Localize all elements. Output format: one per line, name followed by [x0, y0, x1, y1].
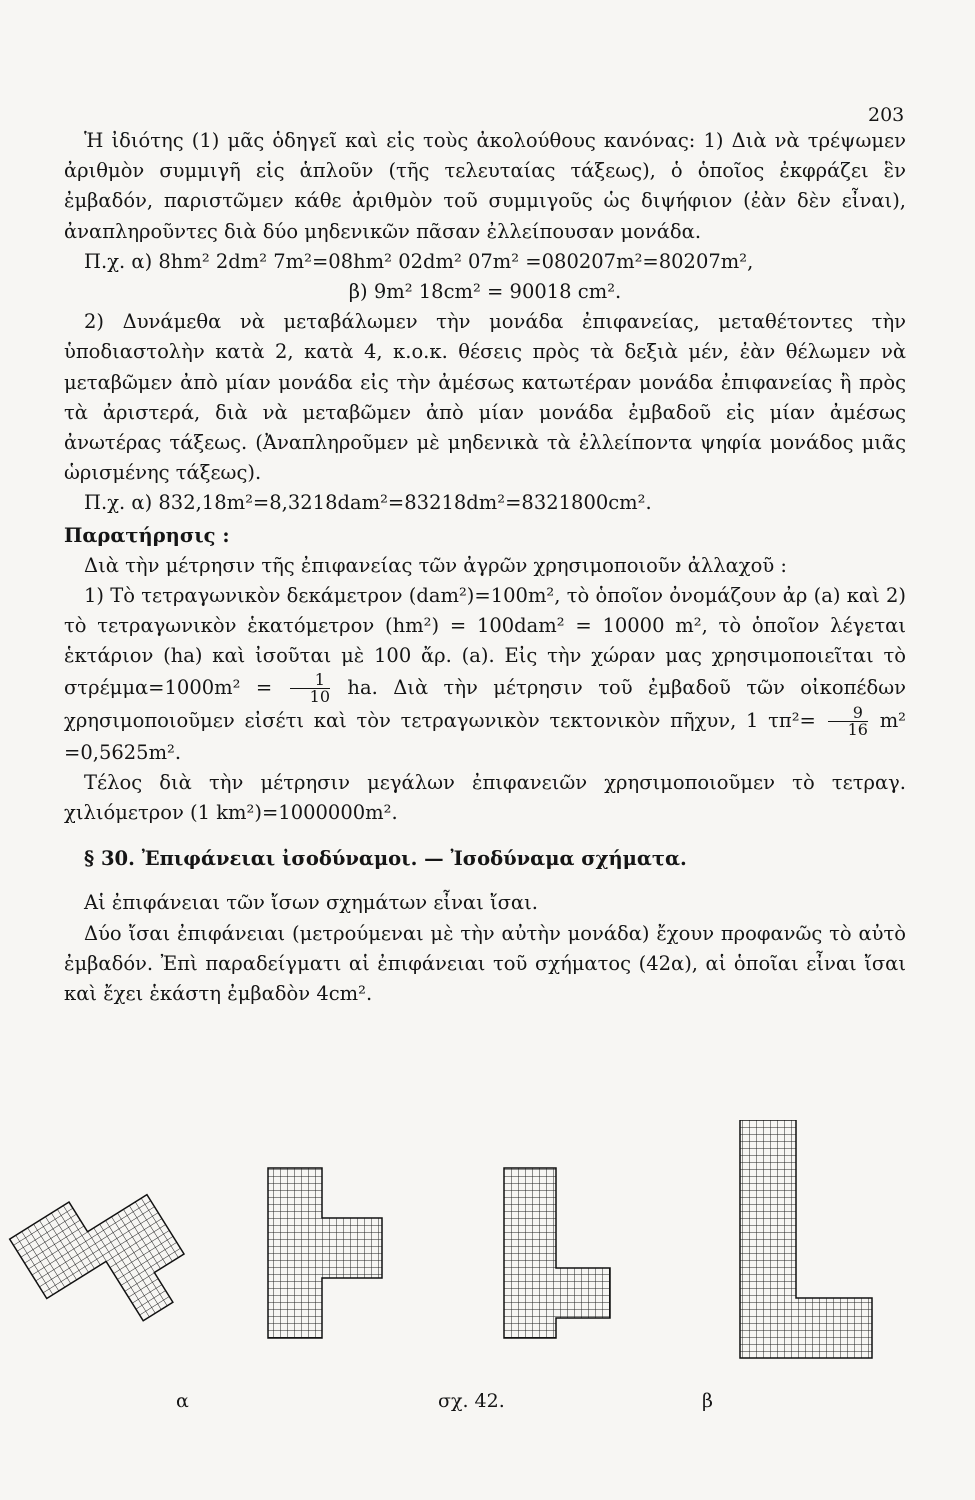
body-text	[64, 126, 906, 1009]
paragraph-fields: Διὰ τὴν μέτρησιν τῆς ἐπιφανείας τῶν ἀγρῶν χρησιμοποιοῦν ἀλλαχοῦ :	[84, 553, 787, 577]
units-text-3: m² =0,5625m².	[64, 708, 906, 764]
figure-42	[0, 1120, 975, 1420]
paragraph-units	[64, 581, 906, 768]
example-b: β) 9m² 18cm² = 90018 cm².	[348, 280, 622, 304]
upright-grid-shape	[268, 1168, 382, 1338]
l-grid-shape	[740, 1120, 872, 1358]
paragraph-rules: Ἡ ἰδιότης (1) μᾶς ὁδηγεῖ καὶ εἰς τοὺς ἀκολούθους κανόνας: 1) Διὰ νὰ τρέψωμεν ἀριθμὸν συμμιγῆ εἰς ἁπλοῦν (τῆς τελευταίας τάξεως), ὁ ὁποῖος ἐκφράζει ἓν ἐμβαδόν, παριστῶμεν κάθε ἀριθμὸν τοῦ συμμιγοῦς ὡς διψήφιον (ἐὰν δὲν εἶναι), ἀναπληροῦντες διὰ δύο μηδενικῶν πᾶσαν ἐλλείπουσαν μονάδα.	[64, 129, 906, 243]
example-decimal: Π.χ. α) 832,18m²=8,3218dam²=83218dm²=8321800cm².	[84, 491, 652, 515]
fraction-numerator: 1	[290, 672, 330, 689]
fraction-numerator: 9	[828, 705, 868, 722]
fraction-nine-sixteenths	[828, 702, 868, 739]
fraction-denominator: 10	[309, 686, 330, 706]
figure-label-beta: β	[702, 1390, 713, 1412]
units-text-2: ha. Διὰ τὴν μέτρησιν τοῦ ἐμβαδοῦ τῶν οἰκοπέδων χρησιμοποιοῦμεν εἰσέτι καὶ τὸν τετραγωνικὸν τεκτονικὸν πῆχυν, 1 τπ²=	[64, 675, 906, 732]
figure-label-alpha: α	[176, 1390, 189, 1412]
fraction-denominator: 16	[847, 719, 868, 739]
remark-heading: Παρατήρησις :	[64, 523, 230, 547]
example-a: Π.χ. α) 8hm² 2dm² 7m²=08hm² 02dm² 07m² =080207m²=80207m²,	[84, 249, 754, 273]
page-number: 203	[868, 104, 905, 126]
units-text-1: 1) Τὸ τετραγωνικὸν δεκάμετρον (dam²)=100m², τὸ ὁποῖον ὀνομάζουν ἀρ (a) καὶ 2) τὸ τετραγωνικὸν ἑκατόμετρον (hm²) = 100dam² = 10000 m², τὸ ὁποῖον λέγεται ἑκτάριον (ha) καὶ ἰσοῦται μὲ 100 ἄρ. (a). Εἰς τὴν χώραν μας χρησιμοποιεῖται τὸ στρέμμα=1000m² =	[64, 584, 906, 699]
fraction-one-tenth	[290, 669, 330, 706]
t-grid-shape	[504, 1168, 610, 1338]
paragraph-equal: Αἱ ἐπιφάνειαι τῶν ἴσων σχημάτων εἶναι ἴσαι.	[84, 891, 538, 915]
section-heading: § 30. Ἐπιφάνειαι ἰσοδύναμοι. — Ἰσοδύναμα σχήματα.	[84, 847, 687, 871]
paragraph-unit-change: 2) Δυνάμεθα νὰ μεταβάλωμεν τὴν μονάδα ἐπιφανείας, μεταθέτοντες τὴν ὑποδιαστολὴν κατὰ 2, κατὰ 4, κ.ο.κ. θέσεις πρὸς τὰ δεξιὰ μέν, ἐὰν θέλωμεν νὰ μεταβῶμεν ἀπὸ μίαν μονάδα εἰς τὴν ἀμέσως κατωτέραν μονάδα ἐπιφανείας ἢ πρὸς τὰ ἀριστερά, διὰ νὰ μεταβῶμεν ἀπὸ μίαν μονάδα ἐμβαδοῦ εἰς μίαν ἀμέσως ἀνωτέρας τάξεως. (Ἀναπληροῦμεν μὲ μηδενικὰ τὰ ἐλλείποντα ψηφία μονάδος μιᾶς ὡρισμένης τάξεως).	[64, 310, 906, 485]
rotated-grid-shape	[10, 1165, 203, 1358]
paragraph-km: Τέλος διὰ τὴν μέτρησιν μεγάλων ἐπιφανειῶν χρησιμοποιοῦμεν τὸ τετραγ. χιλιόμετρον (1 km²)=1000000m².	[64, 770, 906, 825]
paragraph-example-figure: Δύο ἴσαι ἐπιφάνειαι (μετρούμεναι μὲ τὴν αὐτὴν μονάδα) ἔχουν προφανῶς τὸ αὐτὸ ἐμβαδόν. Ἐπὶ παραδείγματι αἱ ἐπιφάνειαι τοῦ σχήματος (42α), αἱ ὁποῖαι εἶναι ἴσαι καὶ ἔχει ἑκάστη ἐμβαδὸν 4cm².	[64, 921, 906, 1006]
figure-caption: σχ. 42.	[438, 1390, 505, 1412]
